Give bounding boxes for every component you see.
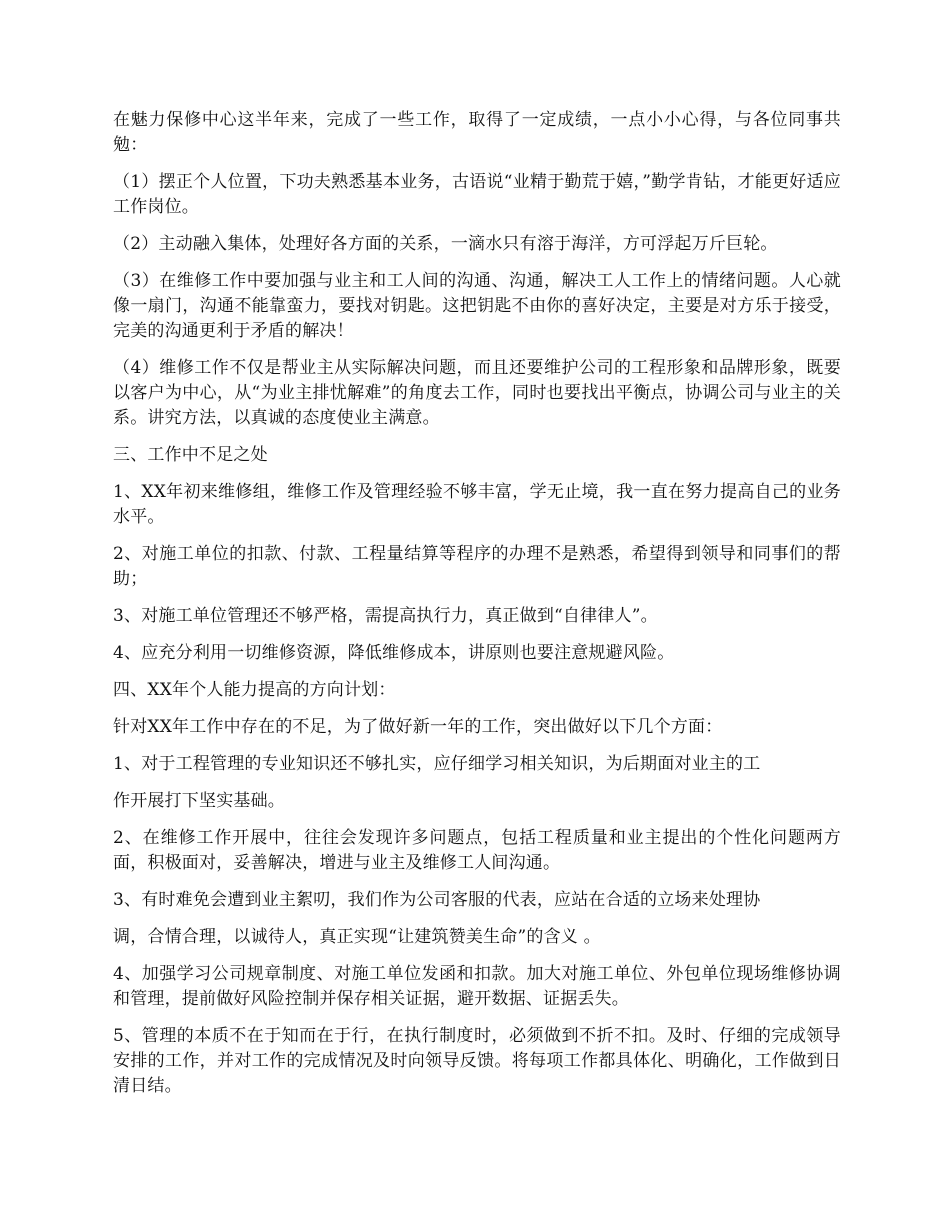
point-2-paragraph: （2）主动融入集体，处理好各方面的关系，一滴水只有溶于海洋，方可浮起万斤巨轮。 <box>113 234 778 254</box>
point-4-paragraph: （4）维修工作不仅是帮业主从实际解决问题，而且还要维护公司的工程形象和品牌形象，既要以客户为中心，从“为业主排忧解难”的角度去工作，同时也要找出平衡点，协调公司与业主的关系。讲究方法，以真诚的态度使业主满意。 <box>113 358 841 428</box>
plan-intro-paragraph: 针对XX年工作中存在的不足，为了做好新一年的工作，突出做好以下几个方面： <box>113 717 723 737</box>
plan-5-paragraph: 5、管理的本质不在于知而在于行，在执行制度时，必须做到不折不扣。及时、仔细的完成领导安排的工作，并对工作的完成情况及时向领导反馈。将每项工作都具体化、明确化，工作做到日清日结。 <box>113 1026 841 1096</box>
plan-1-line-1: 1、对于工程管理的专业知识还不够扎实，应仔细学习相关知识，为后期面对业主的工 <box>113 754 761 774</box>
plan-2-paragraph: 2、在维修工作开展中，往往会发现许多问题点，包括工程质量和业主提出的个性化问题两方面，积极面对，妥善解决，增进与业主及维修工人间沟通。 <box>113 828 841 873</box>
plan-3-line-1: 3、有时难免会遭到业主絮叨，我们作为公司客服的代表，应站在合适的立场来处理协 <box>113 890 761 910</box>
intro-paragraph: 在魅力保修中心这半年来，完成了一些工作，取得了一定成绩，一点小小心得，与各位同事共勉： <box>113 110 841 155</box>
plan-1-line-2: 作开展打下坚实基础。 <box>113 791 285 811</box>
shortcoming-2-paragraph: 2、对施工单位的扣款、付款、工程量结算等程序的办理不是熟悉，希望得到领导和同事们的帮助； <box>113 544 841 589</box>
plan-4-paragraph: 4、加强学习公司规章制度、对施工单位发函和扣款。加大对施工单位、外包单位现场维修协调和管理，提前做好风险控制并保存相关证据，避开数据、证据丢失。 <box>113 964 841 1009</box>
plan-3-line-2: 调，合情合理，以诚待人，真正实现“让建筑赞美生命”的含义 。 <box>113 927 601 947</box>
point-1-paragraph: （1）摆正个人位置，下功夫熟悉基本业务，古语说“业精于勤荒于嬉，”勤学肯钻，才能更好适应工作岗位。 <box>113 172 841 217</box>
shortcoming-1-paragraph: 1、XX年初来维修组，维修工作及管理经验不够丰富，学无止境，我一直在努力提高自己的业务水平。 <box>113 482 841 527</box>
document-body <box>113 108 841 1111</box>
shortcoming-3-paragraph: 3、对施工单位管理还不够严格，需提高执行力，真正做到“自律律人”。 <box>113 606 658 626</box>
section-3-heading: 三、工作中不足之处 <box>113 445 268 465</box>
point-3-paragraph: （3）在维修工作中要加强与业主和工人间的沟通、沟通，解决工人工作上的情绪问题。人心就像一扇门，沟通不能靠蛮力，要找对钥匙。这把钥匙不由你的喜好决定，主要是对方乐于接受，完美的沟通更利于矛盾的解决！ <box>113 271 841 341</box>
shortcoming-4-paragraph: 4、应充分利用一切维修资源，降低维修成本，讲原则也要注意规避风险。 <box>113 643 675 663</box>
section-4-heading: 四、XX年个人能力提高的方向计划： <box>113 680 396 700</box>
